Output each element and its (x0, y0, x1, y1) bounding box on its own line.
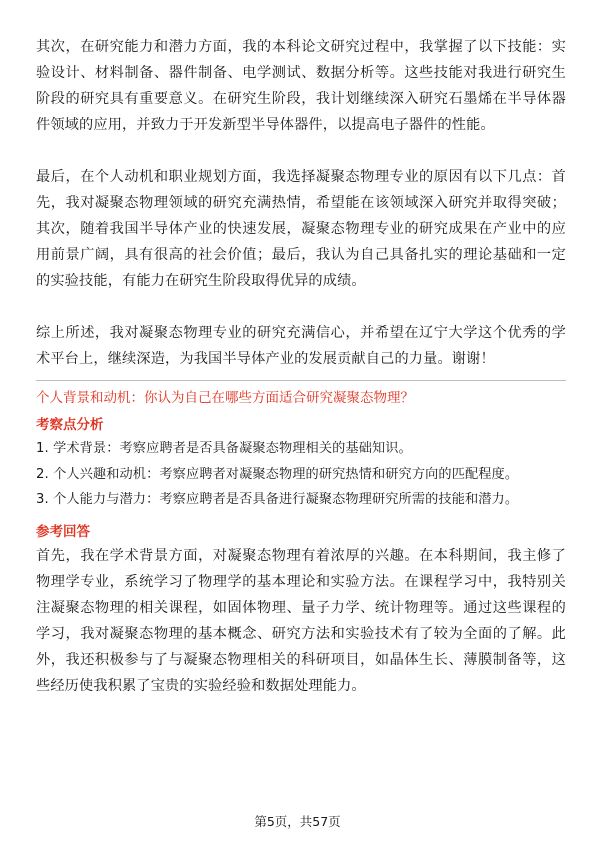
reference-answer-heading: 参考回答 (36, 523, 90, 540)
section-divider (36, 380, 566, 381)
analysis-item: 1. 学术背景：考察应聘者是否具备凝聚态物理相关的基础知识。 (36, 441, 412, 456)
interview-question: 个人背景和动机：你认为自己在哪些方面适合研究凝聚态物理？ (36, 390, 414, 406)
analysis-item: 2. 个人兴趣和动机：考察应聘者对凝聚态物理的研究热情和研究方向的匹配程度。 (36, 466, 519, 482)
paragraph-motivation: 最后，在个人动机和职业规划方面，我选择凝聚态物理专业的原因有以下几点：首先，我对凝聚态物理领域的研究充满热情，希望能在该领域深入研究并取得突破；其次，随着我国半导体产业的快速发展，凝聚态物理专业的研究成果在产业中的应用前景广阔，具有很高的社会价值；最后，我认为自己具备扎实的理论基础和一定的实验技能，有能力在研究生阶段取得优异的成绩。 (36, 169, 566, 289)
page-content (36, 34, 566, 699)
page-number: 第5页，共57页 (254, 814, 341, 829)
paragraph-research-ability: 其次，在研究能力和潜力方面，我的本科论文研究过程中，我掌握了以下技能：实验设计、材料制备、器件制备、电学测试、数据分析等。这些技能对我进行研究生阶段的研究具有重要意义。在研究生阶段，我计划继续深入研究石墨烯在半导体器件领域的应用，并致力于开发新型半导体器件，以提高电子器件的性能。 (36, 39, 566, 133)
analysis-heading: 考察点分析 (36, 417, 104, 433)
reference-answer-text: 首先，我在学术背景方面，对凝聚态物理有着浓厚的兴趣。在本科期间，我主修了物理学专业，系统学习了物理学的基本理论和实验方法。在课程学习中，我特别关注凝聚态物理的相关课程，如固体物理、量子力学、统计物理等。通过这些课程的学习，我对凝聚态物理的基本概念、研究方法和实验技术有了较为全面的了解。此外，我还积极参与了与凝聚态物理相关的科研项目，如晶体生长、薄膜制备等，这些经历使我积累了宝贵的实验经验和数据处理能力。 (36, 547, 566, 694)
paragraph-conclusion: 综上所述，我对凝聚态物理专业的研究充满信心，并希望在辽宁大学这个优秀的学术平台上，继续深造，为我国半导体产业的发展贡献自己的力量。谢谢！ (36, 325, 566, 367)
analysis-item: 3. 个人能力与潜力：考察应聘者是否具备进行凝聚态物理研究所需的技能和潜力。 (36, 492, 519, 507)
paragraph-spacer (36, 294, 566, 320)
paragraph-spacer (36, 138, 566, 164)
